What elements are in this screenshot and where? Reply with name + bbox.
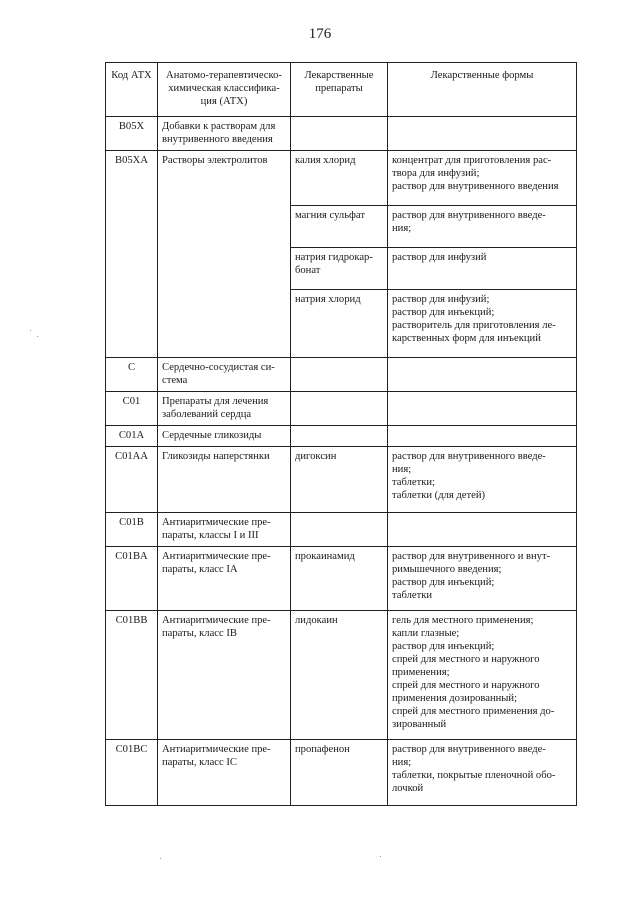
atx-code-cell: B05XA bbox=[106, 151, 158, 358]
dosage-form-line: таблетки, покрытые пленочной обо- bbox=[392, 770, 556, 781]
header-line: Лекарственные bbox=[304, 70, 374, 81]
header-line: Код АТХ bbox=[111, 70, 152, 81]
dosage-forms-cell bbox=[388, 513, 577, 547]
table-row bbox=[106, 740, 577, 806]
classification-line: Антиаритмические пре- bbox=[162, 551, 271, 562]
classification-line: Сердечные гликозиды bbox=[162, 430, 262, 441]
dosage-form-line: таблетки; bbox=[392, 477, 435, 488]
scan-speck bbox=[160, 858, 161, 859]
dosage-form-line: капли глазные; bbox=[392, 628, 460, 639]
atx-code-cell: C bbox=[106, 358, 158, 392]
drug-name-cell bbox=[291, 248, 388, 290]
atx-classification-cell bbox=[158, 426, 291, 447]
atx-classification-cell bbox=[158, 447, 291, 513]
table-row bbox=[106, 447, 577, 513]
atx-classification-cell bbox=[158, 740, 291, 806]
drug-name-cell bbox=[291, 513, 388, 547]
classification-line: Препараты для лечения bbox=[162, 396, 269, 407]
drug-name-cell bbox=[291, 151, 388, 206]
drug-name-line: магния сульфат bbox=[295, 210, 365, 221]
dosage-form-line: зированный bbox=[392, 719, 447, 730]
drug-name-line: прокаинамид bbox=[295, 551, 355, 562]
atx-code-cell: C01 bbox=[106, 392, 158, 426]
classification-line: параты, класс IA bbox=[162, 564, 238, 575]
dosage-form-line: лочкой bbox=[392, 783, 424, 794]
atx-classification-cell bbox=[158, 547, 291, 611]
dosage-form-line: спрей для местного применения до- bbox=[392, 706, 555, 717]
dosage-form-line: раствор для внутривенного введе- bbox=[392, 210, 546, 221]
atx-classification-cell bbox=[158, 611, 291, 740]
header-classification bbox=[158, 63, 291, 117]
header-drugs bbox=[291, 63, 388, 117]
table-row bbox=[106, 513, 577, 547]
header-line: препараты bbox=[315, 83, 363, 94]
dosage-form-line: таблетки (для детей) bbox=[392, 490, 486, 501]
dosage-form-line: ния; bbox=[392, 223, 412, 234]
dosage-form-line: раствор для внутривенного введе- bbox=[392, 744, 546, 755]
header-line: Анатомо-терапевтическо- bbox=[166, 70, 282, 81]
dosage-form-line: раствор для инъекций; bbox=[392, 641, 495, 652]
atx-classification-table bbox=[105, 62, 577, 806]
atx-code-cell: C01B bbox=[106, 513, 158, 547]
drug-name-line: пропафенон bbox=[295, 744, 350, 755]
atx-classification-cell bbox=[158, 513, 291, 547]
dosage-form-line: раствор для внутривенного введе- bbox=[392, 451, 546, 462]
dosage-form-line: римышечного введения; bbox=[392, 564, 502, 575]
dosage-form-line: раствор для инъекций; bbox=[392, 577, 495, 588]
dosage-forms-cell bbox=[388, 426, 577, 447]
dosage-forms-cell bbox=[388, 151, 577, 206]
atx-code-cell: C01BB bbox=[106, 611, 158, 740]
table-row bbox=[106, 151, 577, 206]
dosage-form-line: применения; bbox=[392, 667, 450, 678]
dosage-form-line: спрей для местного и наружного bbox=[392, 654, 540, 665]
table-body bbox=[106, 117, 577, 806]
classification-line: Добавки к растворам для bbox=[162, 121, 276, 132]
dosage-form-line: ния; bbox=[392, 464, 412, 475]
atx-code-cell: C01AA bbox=[106, 447, 158, 513]
atx-classification-cell bbox=[158, 117, 291, 151]
page-number: 176 bbox=[308, 26, 332, 42]
classification-line: Растворы электролитов bbox=[162, 155, 268, 166]
drug-name-line: натрия гидрокар- bbox=[295, 252, 373, 263]
atx-code-cell: B05X bbox=[106, 117, 158, 151]
table-row bbox=[106, 547, 577, 611]
dosage-forms-cell bbox=[388, 117, 577, 151]
dosage-form-line: концентрат для приготовления рас- bbox=[392, 155, 552, 166]
classification-line: Антиаритмические пре- bbox=[162, 615, 271, 626]
dosage-form-line: раствор для инфузий bbox=[392, 252, 487, 263]
dosage-form-line: спрей для местного и наружного bbox=[392, 680, 540, 691]
atx-code-cell: C01A bbox=[106, 426, 158, 447]
dosage-form-line: растворитель для приготовления ле- bbox=[392, 320, 556, 331]
classification-line: Антиаритмические пре- bbox=[162, 744, 271, 755]
drug-name-cell bbox=[291, 206, 388, 248]
dosage-forms-cell bbox=[388, 206, 577, 248]
dosage-form-line: раствор для инъекций; bbox=[392, 307, 495, 318]
header-line: Лекарственные формы bbox=[430, 70, 534, 81]
dosage-form-line: применения дозированный; bbox=[392, 693, 518, 704]
atx-classification-cell bbox=[158, 358, 291, 392]
classification-line: Сердечно-сосудистая си- bbox=[162, 362, 275, 373]
scan-speck bbox=[30, 330, 31, 331]
header-line: ция (АТХ) bbox=[200, 96, 248, 107]
drug-name-cell bbox=[291, 547, 388, 611]
drug-name-cell bbox=[291, 426, 388, 447]
table-header-row bbox=[106, 63, 577, 117]
table-row bbox=[106, 392, 577, 426]
atx-code-cell: C01BC bbox=[106, 740, 158, 806]
atx-code-cell: C01BA bbox=[106, 547, 158, 611]
scan-speck bbox=[380, 856, 381, 857]
drug-name-cell bbox=[291, 392, 388, 426]
dosage-form-line: ния; bbox=[392, 757, 412, 768]
table-row bbox=[106, 611, 577, 740]
dosage-forms-cell bbox=[388, 547, 577, 611]
header-line: химическая классифика- bbox=[168, 83, 280, 94]
drug-name-cell bbox=[291, 290, 388, 358]
table-row bbox=[106, 426, 577, 447]
dosage-form-line: карственных форм для инъекций bbox=[392, 333, 541, 344]
table-row bbox=[106, 117, 577, 151]
classification-line: заболеваний сердца bbox=[162, 409, 252, 420]
header-code bbox=[106, 63, 158, 117]
classification-line: параты, класс IB bbox=[162, 628, 237, 639]
drug-name-line: лидокаин bbox=[295, 615, 338, 626]
classification-line: параты, классы I и III bbox=[162, 530, 259, 541]
drug-name-cell bbox=[291, 117, 388, 151]
drug-name-line: бонат bbox=[295, 265, 321, 276]
drug-name-cell bbox=[291, 611, 388, 740]
classification-line: Антиаритмические пре- bbox=[162, 517, 271, 528]
dosage-form-line: твора для инфузий; bbox=[392, 168, 480, 179]
dosage-form-line: раствор для внутривенного введения bbox=[392, 181, 559, 192]
classification-line: Гликозиды наперстянки bbox=[162, 451, 270, 462]
dosage-forms-cell bbox=[388, 392, 577, 426]
atx-classification-cell bbox=[158, 392, 291, 426]
drug-name-line: калия хлорид bbox=[295, 155, 356, 166]
drug-name-cell bbox=[291, 740, 388, 806]
dosage-form-line: гель для местного применения; bbox=[392, 615, 534, 626]
drug-name-line: дигоксин bbox=[295, 451, 337, 462]
dosage-forms-cell bbox=[388, 447, 577, 513]
dosage-form-line: таблетки bbox=[392, 590, 433, 601]
drug-name-cell bbox=[291, 358, 388, 392]
dosage-forms-cell bbox=[388, 740, 577, 806]
dosage-forms-cell bbox=[388, 248, 577, 290]
drug-name-line: натрия хлорид bbox=[295, 294, 361, 305]
atx-classification-cell bbox=[158, 151, 291, 358]
dosage-form-line: раствор для инфузий; bbox=[392, 294, 490, 305]
drug-name-cell bbox=[291, 447, 388, 513]
dosage-form-line: раствор для внутривенного и внут- bbox=[392, 551, 551, 562]
classification-line: внутривенного введения bbox=[162, 134, 273, 145]
dosage-forms-cell bbox=[388, 611, 577, 740]
header-forms bbox=[388, 63, 577, 117]
dosage-forms-cell bbox=[388, 290, 577, 358]
dosage-forms-cell bbox=[388, 358, 577, 392]
classification-line: стема bbox=[162, 375, 188, 386]
scan-speck bbox=[37, 336, 38, 337]
classification-line: параты, класс IC bbox=[162, 757, 237, 768]
table-row bbox=[106, 358, 577, 392]
